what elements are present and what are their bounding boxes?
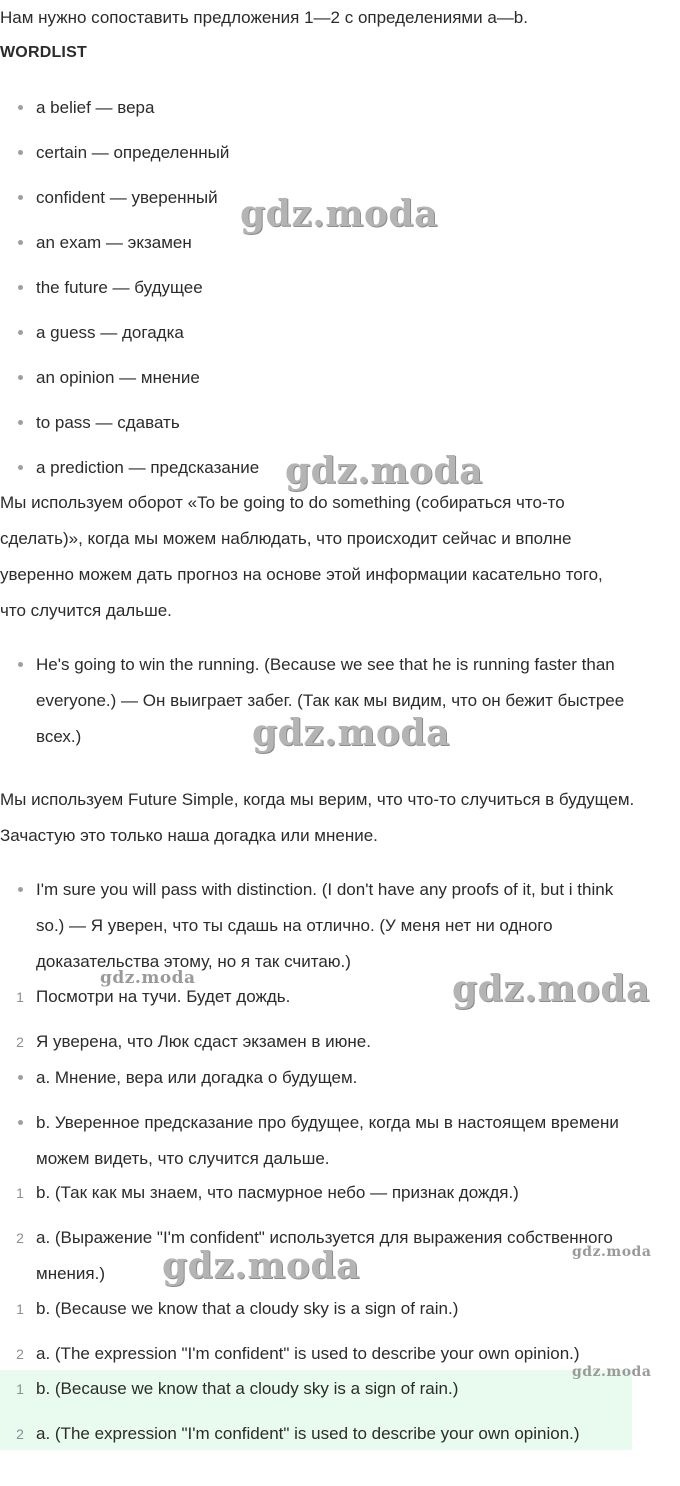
wordlist-heading: WORDLIST	[0, 44, 87, 61]
bullet-icon	[14, 405, 26, 425]
bullet-icon	[14, 225, 26, 245]
bullet-icon	[14, 360, 26, 380]
watermark-logo: gdz.moda	[162, 1245, 360, 1287]
bullet-icon	[14, 872, 26, 892]
bullet-icon	[14, 90, 26, 110]
bullet-icon	[14, 1105, 26, 1125]
watermark-logo: gdz.moda	[452, 968, 650, 1010]
future-simple-paragraph: Мы используем Future Simple, когда мы верим, что что-то случиться в будущем. Зачастую это только наша догадка или мнение.	[0, 790, 635, 845]
bullet-icon	[14, 315, 26, 335]
watermark-logo: gdz.moda	[285, 450, 483, 492]
going-to-paragraph: Мы используем оборот «To be going to do something (собираться что-то сделать)», когда мы можем наблюдать, что происходит сейчас и вполне уверенно можем дать прогноз на основе этой информации касательно того, что случится дальше.	[0, 493, 603, 620]
bullet-icon	[14, 1060, 26, 1080]
watermark-logo: gdz.moda	[252, 712, 450, 754]
task-intro: Нам нужно сопоставить предложения 1—2 с определениями a—b.	[0, 8, 528, 27]
bullet-icon	[14, 180, 26, 200]
watermark-logo: gdz.moda	[240, 193, 438, 235]
bullet-icon	[14, 647, 26, 667]
bullet-icon	[14, 270, 26, 290]
bullet-icon	[14, 135, 26, 155]
watermark-logo: gdz.moda	[572, 1244, 652, 1260]
bullet-icon	[14, 450, 26, 470]
watermark-logo: gdz.moda	[100, 968, 196, 988]
watermark-logo: gdz.moda	[572, 1364, 652, 1380]
